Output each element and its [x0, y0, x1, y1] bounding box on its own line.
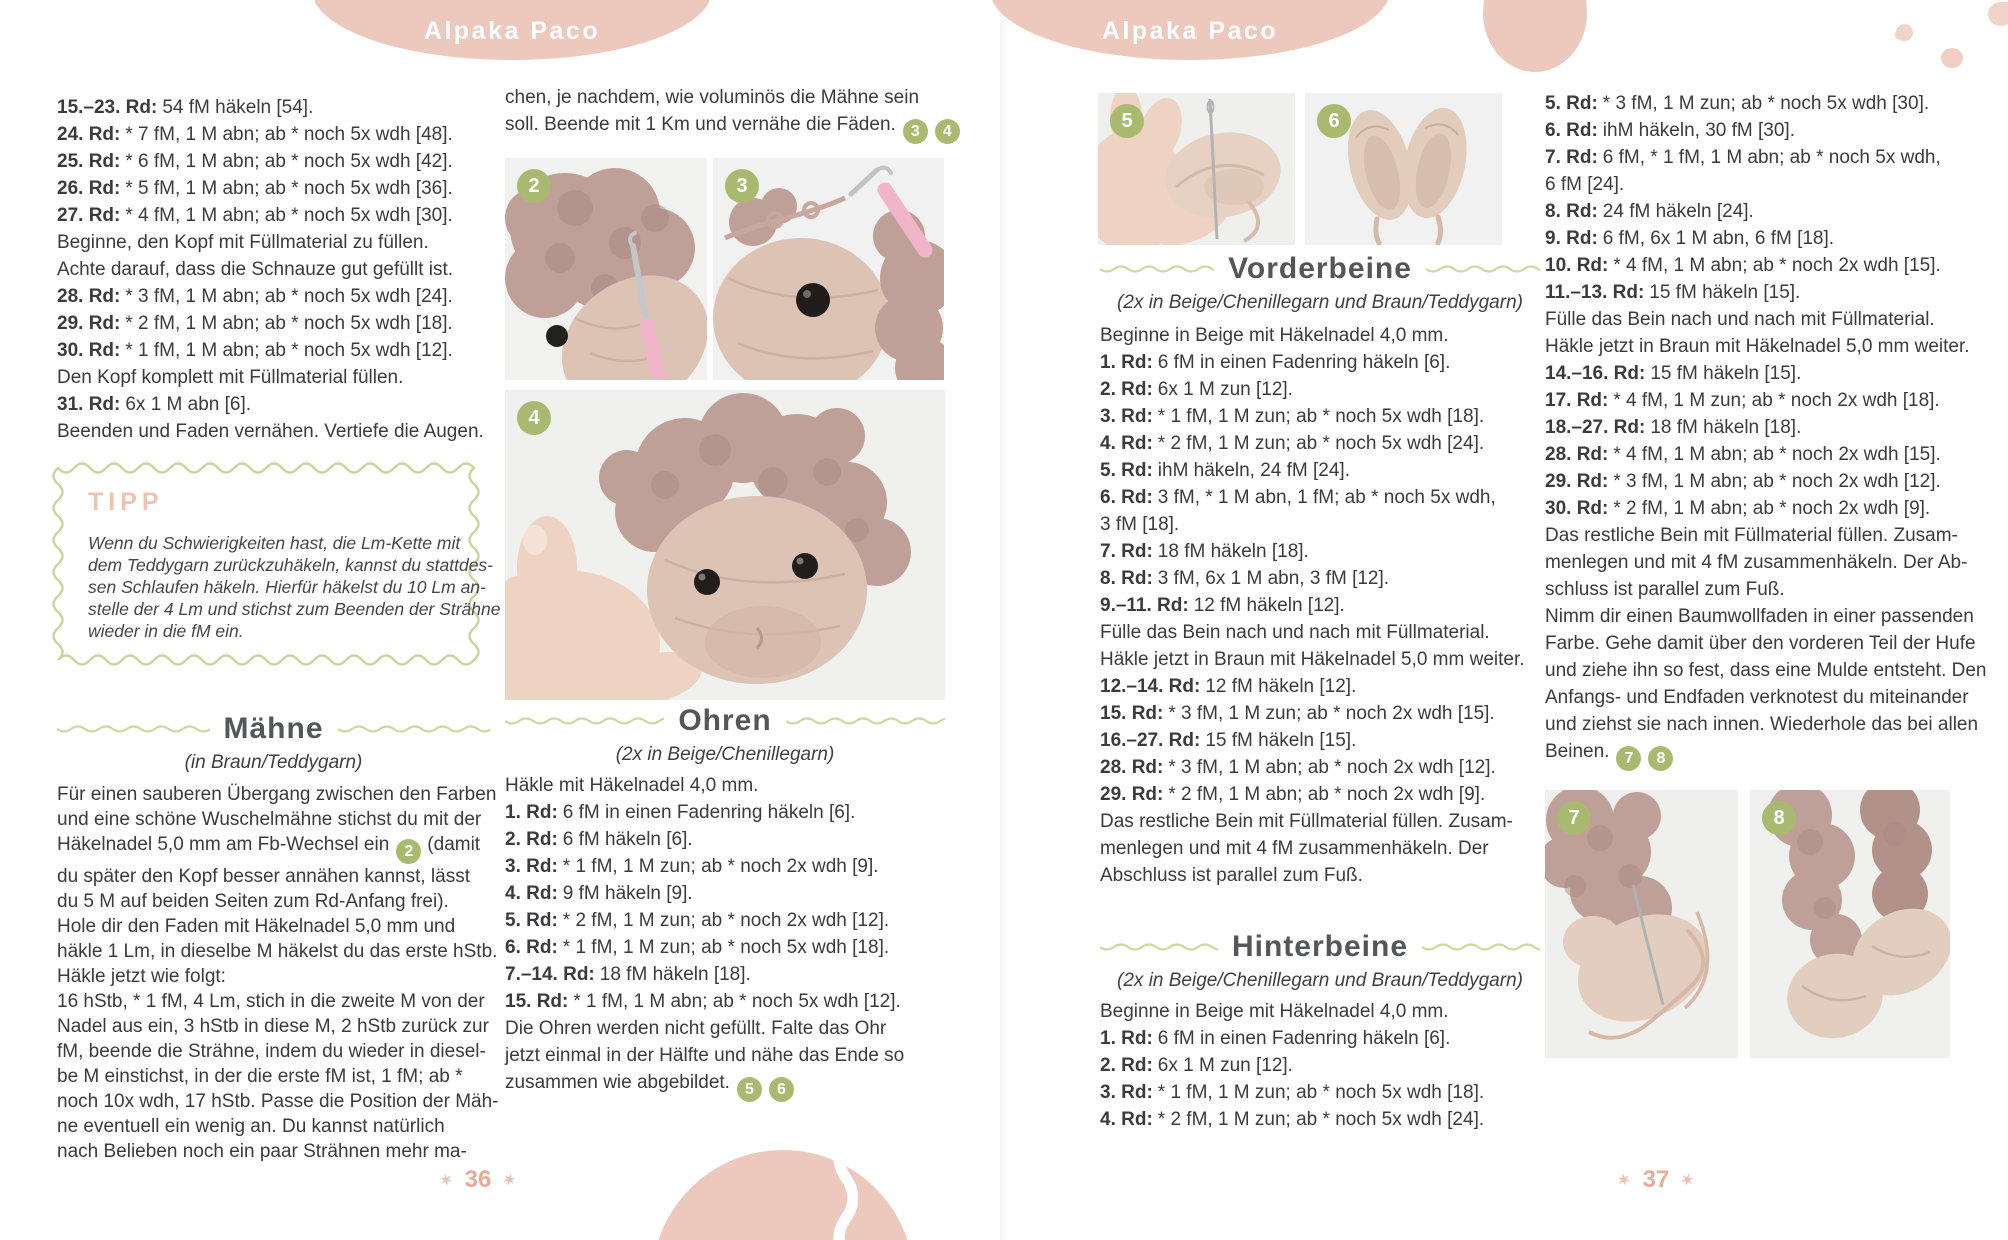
pattern-line: 31. Rd: 6x 1 M abn [6]. — [57, 394, 252, 415]
tip-line: wieder in die fM ein. — [88, 621, 244, 641]
pattern-line: Beenden und Faden vernähen. Vertiefe die Augen. — [57, 421, 484, 442]
pattern-line: du 5 M auf beiden Seiten zum Rd-Anfang frei). — [57, 891, 449, 912]
pattern-line: 28. Rd: * 4 fM, 1 M abn; ab * noch 2x wdh [15]. — [1545, 444, 1941, 465]
pattern-line: Beginne, den Kopf mit Füllmaterial zu füllen. — [57, 232, 429, 253]
head-pattern-rows — [57, 94, 497, 445]
pattern-line: 1. Rd: 6 fM in einen Fadenring häkeln [6]. — [1100, 352, 1451, 373]
pattern-line: Farbe. Gehe damit über den vorderen Teil der Hufe — [1545, 633, 1976, 654]
star-icon: ✶ — [1679, 1170, 1696, 1191]
pattern-line: 6 fM [24]. — [1545, 174, 1625, 195]
gutter-top-blob — [1483, 0, 1587, 72]
wavy-line — [505, 715, 664, 727]
photo-number-badge: 2 — [517, 169, 551, 203]
page-number-text: 37 — [1642, 1166, 1670, 1193]
pattern-line: Nadel aus ein, 3 hStb in diese M, 2 hStb zurück zur — [57, 1016, 489, 1037]
page-number-text: 36 — [464, 1166, 492, 1193]
pattern-line: ne eventuell ein wenig an. Du kannst natürlich — [57, 1116, 445, 1137]
right-page-number — [1576, 1166, 1736, 1194]
pattern-line: 1. Rd: 6 fM in einen Fadenring häkeln [6]. — [1100, 1028, 1451, 1049]
section-title: Vorderbeine — [1228, 252, 1412, 285]
pattern-line: Fülle das Bein nach und nach mit Füllmaterial. — [1545, 309, 1935, 330]
star-icon: ✶ — [1616, 1170, 1633, 1191]
pattern-line: Hole dir den Faden mit Häkelnadel 5,0 mm und — [57, 916, 456, 937]
pattern-line: 10. Rd: * 4 fM, 1 M abn; ab * noch 2x wdh [15]. — [1545, 255, 1941, 276]
pattern-line: chen, je nachdem, wie voluminös die Mähne sein — [505, 87, 920, 108]
pattern-line: Das restliche Bein mit Füllmaterial füllen. Zusam- — [1545, 525, 1958, 546]
pattern-line: 4. Rd: * 2 fM, 1 M zun; ab * noch 5x wdh [24]. — [1100, 1109, 1485, 1130]
pattern-line: jetzt einmal in der Hälfte und nähe das Ende so — [505, 1045, 905, 1066]
pattern-line: Häkle mit Häkelnadel 4,0 mm. — [505, 775, 759, 796]
pattern-line: 29. Rd: * 2 fM, 1 M abn; ab * noch 2x wdh [9]. — [1100, 784, 1486, 805]
wavy-line — [1100, 263, 1214, 275]
star-icon: ✶ — [438, 1170, 455, 1191]
right-page-title: Alpaka Paco — [1101, 17, 1279, 45]
vorderbeine-heading — [1100, 252, 1540, 286]
petal-decoration — [1941, 48, 1963, 68]
step-badge: 4 — [935, 119, 960, 144]
pattern-line: und eine schöne Wuschelmähne stichst du mit der — [57, 809, 482, 830]
pattern-line: Beinen. 7 8 — [1545, 738, 1990, 771]
right-header-blob — [990, 0, 1390, 60]
pattern-line: Anfangs- und Endfaden verknotest du miteinander — [1545, 687, 1969, 708]
wavy-line — [1426, 263, 1540, 275]
petal-decoration — [1988, 2, 2008, 26]
wavy-line — [1422, 941, 1540, 953]
pattern-line: 15. Rd: * 1 fM, 1 M abn; ab * noch 5x wdh [12]. — [505, 991, 901, 1012]
pattern-line: 2. Rd: 6x 1 M zun [12]. — [1100, 1055, 1293, 1076]
step-badge: 2 — [396, 839, 421, 864]
section-title: Hinterbeine — [1231, 930, 1409, 963]
pattern-line: 8. Rd: 24 fM häkeln [24]. — [1545, 201, 1754, 222]
photo-4-image — [505, 390, 945, 700]
pattern-line: 30. Rd: * 1 fM, 1 M abn; ab * noch 5x wdh [12]. — [57, 340, 453, 361]
pattern-line: Häkle jetzt wie folgt: — [57, 966, 226, 987]
photo-leg-hoof-thread — [1545, 790, 1738, 1058]
pattern-line: 16 hStb, * 1 fM, 4 Lm, stich in die zweite M von der — [57, 991, 485, 1012]
pattern-line: be M einstichst, in der die erste fM ist, 1 fM; ab * — [57, 1066, 463, 1087]
left-header-blob — [312, 0, 712, 60]
star-icon: ✶ — [501, 1170, 518, 1191]
photo-number-badge: 6 — [1317, 104, 1351, 138]
photo-head-hook-insert — [505, 158, 707, 380]
pattern-line: 3. Rd: * 1 fM, 1 M zun; ab * noch 2x wdh [9]. — [505, 856, 879, 877]
pattern-line: zusammen wie abgebildet. 5 6 — [505, 1069, 945, 1102]
pattern-line: noch 10x wdh, 17 hStb. Passe die Position der Mäh- — [57, 1091, 499, 1112]
step-badge: 5 — [737, 1077, 762, 1102]
vorderbeine-rows — [1100, 322, 1540, 889]
wavy-line — [1100, 941, 1218, 953]
step-badge: 7 — [1616, 746, 1641, 771]
tip-line: dem Teddygarn zurückzuhäkeln, kannst du stattdes- — [88, 555, 494, 575]
pattern-line: 2. Rd: 6 fM häkeln [6]. — [505, 829, 693, 850]
pattern-line: 7. Rd: 18 fM häkeln [18]. — [1100, 541, 1309, 562]
pattern-line: Für einen sauberen Übergang zwischen den Farben — [57, 784, 497, 805]
pattern-line: Häkle jetzt in Braun mit Häkelnadel 5,0 mm weiter. — [1545, 336, 1970, 357]
pattern-line: 7. Rd: 6 fM, * 1 fM, 1 M abn; ab * noch 5x wdh, — [1545, 147, 1941, 168]
pattern-line: 2. Rd: 6x 1 M zun [12]. — [1100, 379, 1293, 400]
pattern-line: 27. Rd: * 4 fM, 1 M abn; ab * noch 5x wdh [30]. — [57, 205, 453, 226]
left-page-title: Alpaka Paco — [423, 17, 601, 45]
photo-finished-ears — [1305, 93, 1502, 245]
pattern-line: 3. Rd: * 1 fM, 1 M zun; ab * noch 5x wdh [18]. — [1100, 406, 1485, 427]
pattern-line: menlegen und mit 4 fM zusammenhäkeln. Der — [1100, 838, 1489, 859]
pattern-line: Abschluss ist parallel zum Fuß. — [1100, 865, 1363, 886]
wavy-line — [338, 723, 491, 735]
pattern-line: Beginne in Beige mit Häkelnadel 4,0 mm. — [1100, 325, 1449, 346]
vorderbeine-subtitle: (2x in Beige/Chenillegarn und Braun/Teddygarn) — [1117, 292, 1523, 313]
step-badge: 8 — [1648, 746, 1673, 771]
maehne-heading — [57, 712, 490, 746]
pattern-line: 16.–27. Rd: 15 fM häkeln [15]. — [1100, 730, 1357, 751]
pattern-line: 5. Rd: ihM häkeln, 24 fM [24]. — [1100, 460, 1350, 481]
step-badge: 6 — [769, 1077, 794, 1102]
ohren-subtitle: (2x in Beige/Chenillegarn) — [615, 744, 835, 765]
pattern-line: Häkle jetzt in Braun mit Häkelnadel 5,0 mm weiter. — [1100, 649, 1525, 670]
hinterbeine-continuation-rows — [1545, 90, 1990, 771]
tip-text — [88, 532, 500, 642]
pattern-line: 9.–11. Rd: 12 fM häkeln [12]. — [1100, 595, 1345, 616]
pattern-line: Den Kopf komplett mit Füllmaterial füllen. — [57, 367, 404, 388]
pattern-line: 28. Rd: * 3 fM, 1 M abn; ab * noch 5x wdh [24]. — [57, 286, 453, 307]
hinterbeine-heading — [1100, 930, 1540, 964]
pattern-line: 3. Rd: * 1 fM, 1 M zun; ab * noch 5x wdh [18]. — [1100, 1082, 1485, 1103]
pattern-line: 7.–14. Rd: 18 fM häkeln [18]. — [505, 964, 751, 985]
section-title: Mähne — [223, 712, 324, 745]
wavy-line — [57, 723, 210, 735]
bottom-center-blob — [652, 1150, 914, 1240]
pattern-line: 17. Rd: * 4 fM, 1 M zun; ab * noch 2x wdh [18]. — [1545, 390, 1940, 411]
pattern-line: 11.–13. Rd: 15 fM häkeln [15]. — [1545, 282, 1801, 303]
pattern-line: nach Belieben noch ein paar Strähnen mehr ma- — [57, 1141, 467, 1162]
pattern-line: 1. Rd: 6 fM in einen Fadenring häkeln [6]. — [505, 802, 856, 823]
tip-title: TIPP — [88, 488, 164, 516]
photo-number-badge: 8 — [1762, 801, 1796, 835]
blob-crack-line — [828, 1144, 858, 1240]
tip-line: stelle der 4 Lm und stichst zum Beenden der Strähne — [88, 599, 501, 619]
pattern-line: Beginne in Beige mit Häkelnadel 4,0 mm. — [1100, 1001, 1449, 1022]
pattern-line: Achte darauf, dass die Schnauze gut gefüllt ist. — [57, 259, 454, 280]
pattern-line: menlegen und mit 4 fM zusammenhäkeln. Der Ab- — [1545, 552, 1968, 573]
left-page-number — [398, 1166, 558, 1194]
pattern-line: Nimm dir einen Baumwollfaden in einer passenden — [1545, 606, 1974, 627]
pattern-line: 3 fM [18]. — [1100, 514, 1180, 535]
pattern-line: Fülle das Bein nach und nach mit Füllmaterial. — [1100, 622, 1490, 643]
ohren-rows — [505, 772, 945, 1102]
pattern-line: 8. Rd: 3 fM, 6x 1 M abn, 3 fM [12]. — [1100, 568, 1390, 589]
pattern-line: und ziehst sie nach innen. Wiederhole das bei allen — [1545, 714, 1979, 735]
pattern-line: schluss ist parallel zum Fuß. — [1545, 579, 1785, 600]
pattern-line: häkle 1 Lm, in dieselbe M häkelst du das erste hStb. — [57, 941, 498, 962]
pattern-line: 14.–16. Rd: 15 fM häkeln [15]. — [1545, 363, 1802, 384]
photo-number-badge: 4 — [517, 401, 551, 435]
pattern-line: 30. Rd: * 2 fM, 1 M abn; ab * noch 2x wdh [9]. — [1545, 498, 1931, 519]
tip-box — [58, 468, 501, 666]
step-badge: 3 — [903, 119, 928, 144]
pattern-line: 6. Rd: 3 fM, * 1 M abn, 1 fM; ab * noch 5x wdh, — [1100, 487, 1496, 508]
photo-finished-legs — [1750, 790, 1950, 1058]
maehne-continuation — [505, 84, 952, 144]
pattern-line: du später den Kopf besser annähen kannst, lässt — [57, 866, 470, 887]
pattern-line: 25. Rd: * 6 fM, 1 M abn; ab * noch 5x wdh [42]. — [57, 151, 453, 172]
tip-line: Wenn du Schwierigkeiten hast, die Lm-Kette mit — [88, 533, 461, 553]
maehne-subtitle: (in Braun/Teddygarn) — [184, 752, 363, 773]
pattern-line: 6. Rd: * 1 fM, 1 M zun; ab * noch 5x wdh [18]. — [505, 937, 890, 958]
pattern-line: 29. Rd: * 2 fM, 1 M abn; ab * noch 5x wdh [18]. — [57, 313, 453, 334]
pattern-line: 5. Rd: * 2 fM, 1 M zun; ab * noch 2x wdh [12]. — [505, 910, 890, 931]
pattern-line: 15.–23. Rd: 54 fM häkeln [54]. — [57, 97, 314, 118]
pattern-line: 5. Rd: * 3 fM, 1 M zun; ab * noch 5x wdh [30]. — [1545, 93, 1930, 114]
pattern-line: 4. Rd: * 2 fM, 1 M zun; ab * noch 5x wdh [24]. — [1100, 433, 1485, 454]
photo-mane-crochet — [713, 158, 944, 380]
maehne-text — [57, 782, 497, 1164]
pattern-line: 24. Rd: * 7 fM, 1 M abn; ab * noch 5x wdh [48]. — [57, 124, 453, 145]
wavy-line — [786, 715, 945, 727]
photo-number-badge: 5 — [1110, 104, 1144, 138]
pattern-line: 15. Rd: * 3 fM, 1 M zun; ab * noch 2x wdh [15]. — [1100, 703, 1495, 724]
pattern-line: fM, beende die Strähne, indem du wieder in diesel- — [57, 1041, 486, 1062]
pattern-line: 6. Rd: ihM häkeln, 30 fM [30]. — [1545, 120, 1795, 141]
pattern-line: 26. Rd: * 5 fM, 1 M abn; ab * noch 5x wdh [36]. — [57, 178, 453, 199]
pattern-line: 28. Rd: * 3 fM, 1 M abn; ab * noch 2x wdh [12]. — [1100, 757, 1496, 778]
petal-decoration — [1894, 22, 1916, 44]
pattern-line: 9. Rd: 6 fM, 6x 1 M abn, 6 fM [18]. — [1545, 228, 1835, 249]
photo-number-badge: 3 — [725, 169, 759, 203]
pattern-line: Das restliche Bein mit Füllmaterial füllen. Zusam- — [1100, 811, 1513, 832]
pattern-line: 4. Rd: 9 fM häkeln [9]. — [505, 883, 693, 904]
pattern-line: 12.–14. Rd: 12 fM häkeln [12]. — [1100, 676, 1357, 697]
pattern-line: und ziehe ihn so fest, dass eine Mulde entsteht. Den — [1545, 660, 1987, 681]
photo-finished-head-in-hand — [505, 390, 945, 700]
ohren-heading — [505, 704, 945, 738]
section-title: Ohren — [678, 704, 772, 737]
page-gutter-shadow — [1000, 0, 1009, 1240]
hinterbeine-subtitle: (2x in Beige/Chenillegarn und Braun/Teddygarn) — [1117, 970, 1523, 991]
pattern-line: Die Ohren werden nicht gefüllt. Falte das Ohr — [505, 1018, 887, 1039]
pattern-line: Häkelnadel 5,0 mm am Fb-Wechsel ein 2 (damit — [57, 832, 497, 864]
pattern-line: 29. Rd: * 3 fM, 1 M abn; ab * noch 2x wdh [12]. — [1545, 471, 1941, 492]
tip-line: sen Schlaufen häkeln. Hierfür häkelst du 10 Lm an- — [88, 577, 486, 597]
photo-number-badge: 7 — [1557, 801, 1591, 835]
hinterbeine-rows — [1100, 998, 1540, 1133]
pattern-line: 18.–27. Rd: 18 fM häkeln [18]. — [1545, 417, 1802, 438]
pattern-line: soll. Beende mit 1 Km und vernähe die Fäden. 3 4 — [505, 111, 945, 144]
photo-ear-folding — [1098, 93, 1295, 245]
